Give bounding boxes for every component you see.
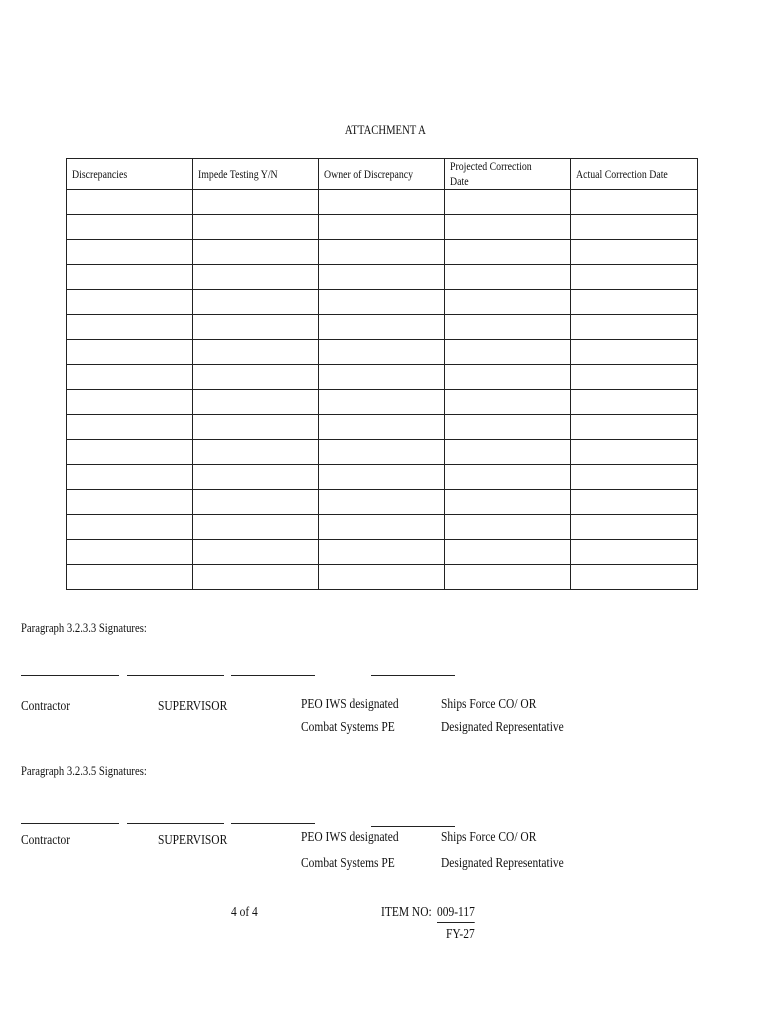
signature-line-ships-force <box>371 675 455 676</box>
section1-peo-line1: PEO IWS designated <box>301 697 399 712</box>
table-cell[interactable] <box>571 215 698 240</box>
table-cell[interactable] <box>319 265 445 290</box>
section2-heading: Paragraph 3.2.3.5 Signatures: <box>21 763 147 778</box>
section1-peo-line2: Combat Systems PE <box>301 720 395 735</box>
table-row <box>67 265 698 290</box>
item-number-label: ITEM NO: <box>381 905 432 920</box>
signature-line-supervisor-2 <box>127 823 224 824</box>
table-row <box>67 465 698 490</box>
table-cell[interactable] <box>571 540 698 565</box>
table-cell[interactable] <box>571 365 698 390</box>
table-cell[interactable] <box>193 465 319 490</box>
table-cell[interactable] <box>571 190 698 215</box>
table-cell[interactable] <box>445 340 571 365</box>
table-cell[interactable] <box>319 190 445 215</box>
table-cell[interactable] <box>319 515 445 540</box>
table-cell[interactable] <box>319 390 445 415</box>
table-cell[interactable] <box>67 415 193 440</box>
table-cell[interactable] <box>193 190 319 215</box>
page-number: 4 of 4 <box>231 905 258 920</box>
table-cell[interactable] <box>193 290 319 315</box>
table-row <box>67 440 698 465</box>
table-cell[interactable] <box>445 365 571 390</box>
table-cell[interactable] <box>319 290 445 315</box>
table-cell[interactable] <box>319 340 445 365</box>
table-cell[interactable] <box>67 390 193 415</box>
table-cell[interactable] <box>445 415 571 440</box>
table-cell[interactable] <box>571 340 698 365</box>
signature-line-ships-force-2 <box>371 826 455 827</box>
table-row <box>67 340 698 365</box>
table-cell[interactable] <box>67 365 193 390</box>
table-cell[interactable] <box>571 440 698 465</box>
table-cell[interactable] <box>445 465 571 490</box>
signature-line-supervisor <box>127 675 224 676</box>
table-cell[interactable] <box>319 465 445 490</box>
table-cell[interactable] <box>571 315 698 340</box>
table-cell[interactable] <box>193 490 319 515</box>
table-row <box>67 240 698 265</box>
section1-ships-line2: Designated Representative <box>441 720 564 735</box>
table-cell[interactable] <box>193 540 319 565</box>
header-projected-date: Projected Correction Date <box>445 159 571 190</box>
table-cell[interactable] <box>67 190 193 215</box>
table-cell[interactable] <box>67 540 193 565</box>
table-cell[interactable] <box>319 365 445 390</box>
table-cell[interactable] <box>571 290 698 315</box>
section2-peo-line2: Combat Systems PE <box>301 856 395 871</box>
table-cell[interactable] <box>571 240 698 265</box>
section2-ships-line1: Ships Force CO/ OR <box>441 830 537 845</box>
table-cell[interactable] <box>445 190 571 215</box>
table-cell[interactable] <box>67 290 193 315</box>
table-cell[interactable] <box>319 490 445 515</box>
table-cell[interactable] <box>67 515 193 540</box>
table-row <box>67 390 698 415</box>
table-row <box>67 565 698 590</box>
section1-supervisor: SUPERVISOR <box>158 699 228 714</box>
item-number: 009-117 <box>437 905 483 923</box>
table-cell[interactable] <box>571 490 698 515</box>
signature-line-contractor-2 <box>21 823 119 824</box>
table-row <box>67 540 698 565</box>
table-cell[interactable] <box>445 440 571 465</box>
table-row <box>67 315 698 340</box>
table-cell[interactable] <box>67 440 193 465</box>
table-cell[interactable] <box>67 490 193 515</box>
table-cell[interactable] <box>445 290 571 315</box>
table-cell[interactable] <box>319 215 445 240</box>
table-cell[interactable] <box>445 540 571 565</box>
table-row <box>67 490 698 515</box>
signature-line-peo-2 <box>231 823 315 824</box>
signature-line-contractor <box>21 675 119 676</box>
table-cell[interactable] <box>67 265 193 290</box>
table-cell[interactable] <box>445 315 571 340</box>
table-cell[interactable] <box>67 240 193 265</box>
table-cell[interactable] <box>193 415 319 440</box>
table-cell[interactable] <box>319 315 445 340</box>
table-cell[interactable] <box>193 340 319 365</box>
section1-ships-line1: Ships Force CO/ OR <box>441 697 537 712</box>
table-cell[interactable] <box>445 240 571 265</box>
table-cell[interactable] <box>445 565 571 590</box>
attachment-title: ATTACHMENT A <box>344 122 426 137</box>
table-cell[interactable] <box>67 565 193 590</box>
table-body <box>67 190 698 590</box>
table-cell[interactable] <box>67 465 193 490</box>
section2-ships-line2: Designated Representative <box>441 856 564 871</box>
header-owner: Owner of Discrepancy <box>319 159 445 190</box>
table-cell[interactable] <box>193 515 319 540</box>
table-row <box>67 515 698 540</box>
table-cell[interactable] <box>193 440 319 465</box>
section2-peo-line1: PEO IWS designated <box>301 830 399 845</box>
table-cell[interactable] <box>445 265 571 290</box>
table-cell[interactable] <box>193 315 319 340</box>
section1-heading: Paragraph 3.2.3.3 Signatures: <box>21 620 147 635</box>
section1-contractor: Contractor <box>21 699 71 714</box>
table-cell[interactable] <box>193 265 319 290</box>
header-discrepancies: Discrepancies <box>67 159 193 190</box>
table-cell[interactable] <box>571 515 698 540</box>
table-cell[interactable] <box>571 265 698 290</box>
table-cell[interactable] <box>193 240 319 265</box>
table-row <box>67 215 698 240</box>
table-cell[interactable] <box>445 390 571 415</box>
table-cell[interactable] <box>571 465 698 490</box>
table-cell[interactable] <box>571 390 698 415</box>
discrepancy-table <box>66 158 698 590</box>
table-cell[interactable] <box>571 415 698 440</box>
section2-contractor: Contractor <box>21 833 71 848</box>
table-header-row <box>67 159 698 190</box>
table-cell[interactable] <box>193 215 319 240</box>
table-cell[interactable] <box>319 440 445 465</box>
table-cell[interactable] <box>193 565 319 590</box>
table-cell[interactable] <box>445 215 571 240</box>
signature-line-peo <box>231 675 315 676</box>
section2-supervisor: SUPERVISOR <box>158 833 228 848</box>
table-cell[interactable] <box>67 215 193 240</box>
table-row <box>67 365 698 390</box>
table-row <box>67 190 698 215</box>
table-cell[interactable] <box>319 240 445 265</box>
table-row <box>67 290 698 315</box>
table-cell[interactable] <box>193 390 319 415</box>
table-cell[interactable] <box>571 565 698 590</box>
table-cell[interactable] <box>319 540 445 565</box>
table-cell[interactable] <box>319 565 445 590</box>
table-row <box>67 415 698 440</box>
table-cell[interactable] <box>67 315 193 340</box>
table-cell[interactable] <box>193 365 319 390</box>
table-cell[interactable] <box>445 490 571 515</box>
table-cell[interactable] <box>67 340 193 365</box>
fiscal-year: FY-27 <box>446 927 475 942</box>
header-impede-testing: Impede Testing Y/N <box>193 159 319 190</box>
header-actual-date: Actual Correction Date <box>571 159 698 190</box>
table-cell[interactable] <box>319 415 445 440</box>
table-cell[interactable] <box>445 515 571 540</box>
